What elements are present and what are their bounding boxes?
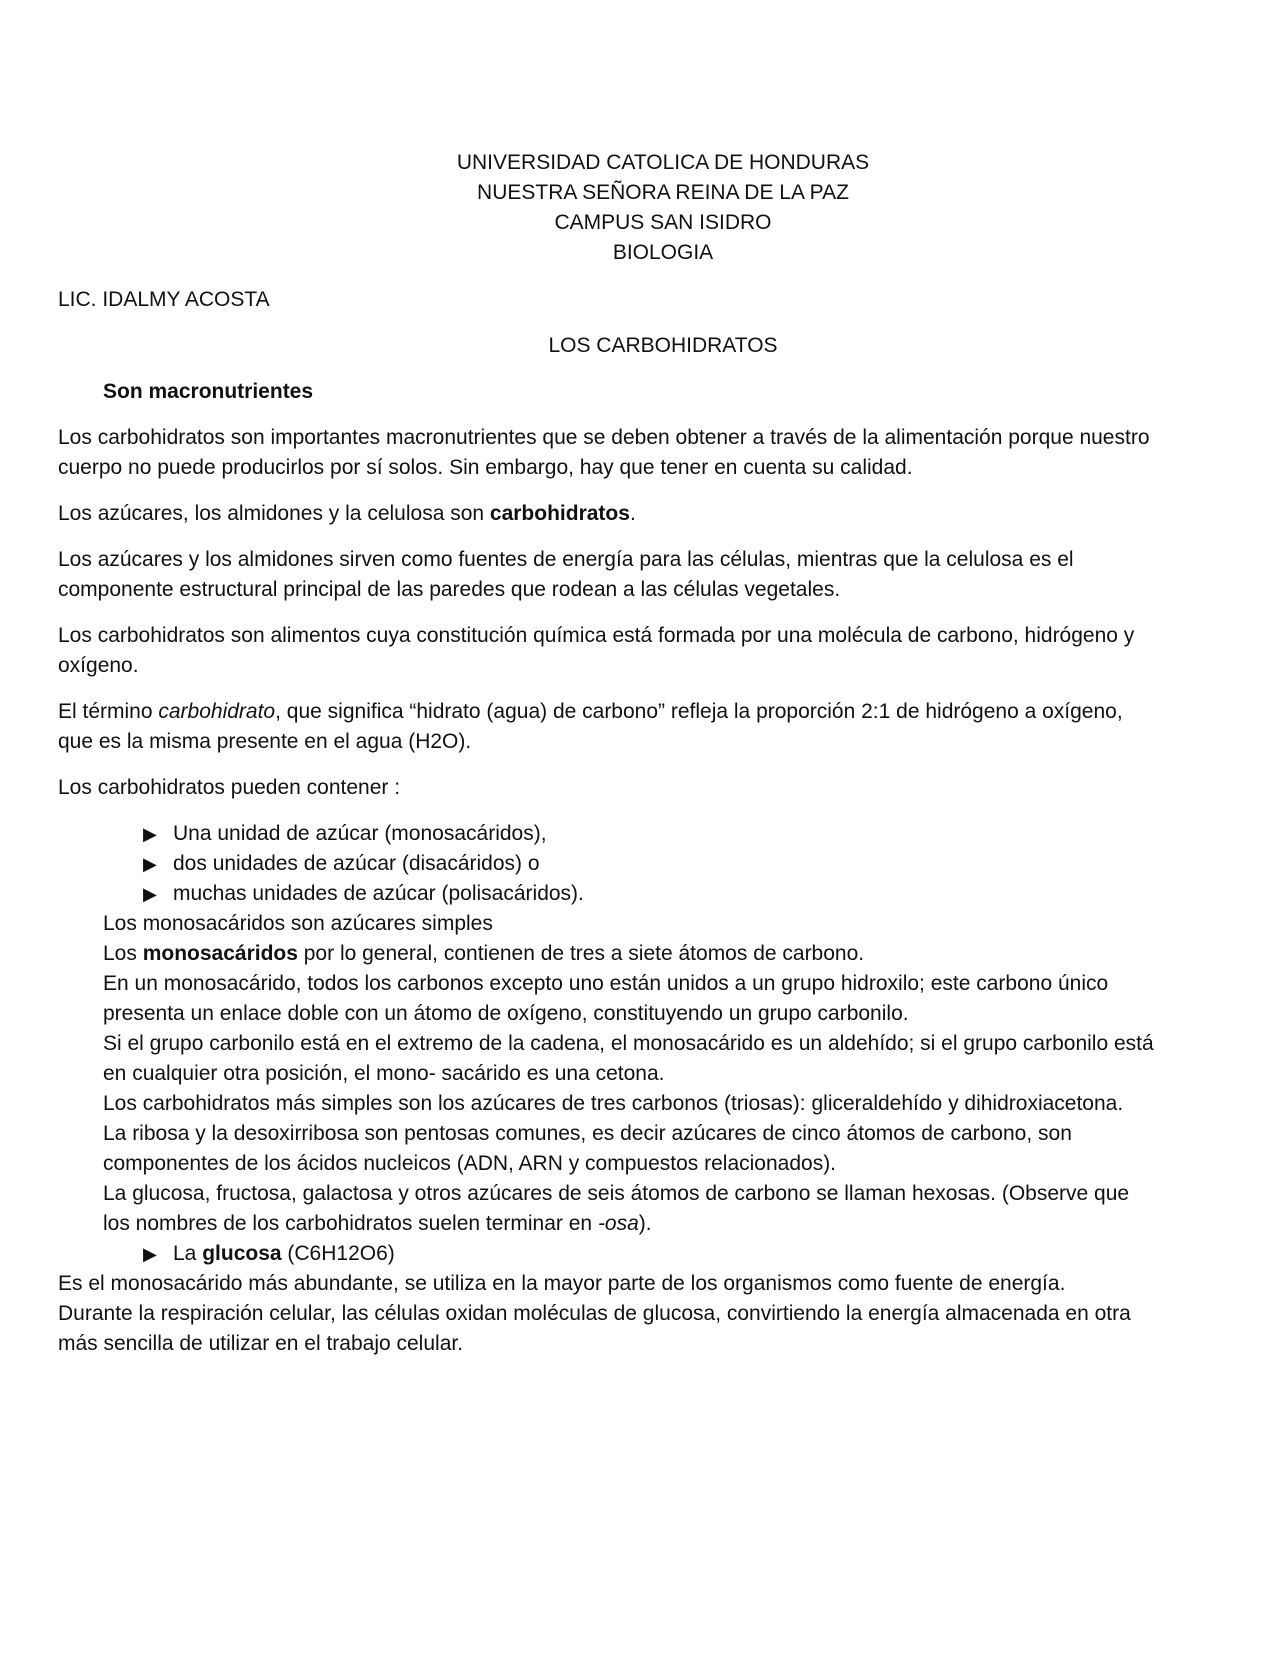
triangle-right-icon: ▶: [143, 884, 157, 904]
monosaccharide-section: [58, 909, 1158, 1239]
list-item: [143, 1239, 1158, 1269]
campus: CAMPUS SAN ISIDRO: [554, 211, 772, 234]
paragraph-4: Los carbohidratos son alimentos cuya constitución química está formada por una molécula de carbono, hidrógeno y oxígeno.: [58, 624, 1135, 677]
triangle-right-icon: ▶: [143, 1244, 157, 1264]
paragraph-6: Los carbohidratos pueden contener :: [58, 776, 401, 799]
final-line-1: Es el monosacárido más abundante, se utiliza en la mayor parte de los organismos como fuente de energía.: [58, 1272, 1066, 1295]
final-line-2: Durante la respiración celular, las células oxidan moléculas de glucosa, convirtiendo la energía almacenada en otra más sencilla de utilizar en el trabajo celular.: [58, 1302, 1131, 1355]
glucose-list: [58, 1239, 1158, 1269]
indented-line-2-end: por lo general, contienen de tres a siete átomos de carbono.: [297, 942, 865, 965]
university-name: UNIVERSIDAD CATOLICA DE HONDURAS: [456, 151, 870, 174]
paragraph-5-italic: carbohidrato: [158, 700, 276, 723]
triangle-right-icon: ▶: [143, 854, 157, 874]
indented-line-2-bold: monosacáridos: [142, 942, 298, 965]
indented-line-2-text: Los: [103, 942, 143, 965]
subject: BIOLOGIA: [612, 241, 714, 264]
indented-line-6: La ribosa y la desoxirribosa son pentosas comunes, es decir azúcares de cinco átomos de carbono, son componentes de los ácidos nucleicos (ADN, ARN y compuestos relacionados).: [103, 1122, 1072, 1175]
triangle-right-icon: ▶: [143, 824, 157, 844]
institution-header: [58, 148, 1158, 268]
indented-line-5: Los carbohidratos más simples son los azúcares de tres carbonos (triosas): gliceraldehído y dihidroxiacetona.: [103, 1092, 1124, 1115]
list-item-text: muchas unidades de azúcar (polisacáridos).: [173, 882, 584, 905]
list-item: [143, 849, 1158, 879]
list-item-text: Una unidad de azúcar (monosacáridos),: [173, 822, 547, 845]
indented-line-2: [103, 939, 1158, 969]
indented-line-4: Si el grupo carbonilo está en el extremo de la cadena, el monosacárido es un aldehído; si el grupo carbonilo está en cualquier otra posición, el mono- sacárido es una cetona.: [103, 1032, 1154, 1085]
document-body: [58, 148, 1158, 1359]
section-heading: Son macronutrientes: [103, 380, 314, 403]
indented-line-7: [103, 1179, 1158, 1239]
teacher-name: LIC. IDALMY ACOSTA: [58, 288, 270, 311]
glucose-bold: glucosa: [202, 1242, 282, 1265]
list-item: [143, 819, 1158, 849]
glucose-description: [58, 1269, 1158, 1359]
paragraph-2-end: .: [629, 502, 636, 525]
glucose-formula: (C6H12O6): [281, 1242, 395, 1265]
indented-line-3: En un monosacárido, todos los carbonos excepto uno están unidos a un grupo hidroxilo; este carbono único presenta un enlace doble con un átomo de oxígeno, constituyendo un grupo carbonilo.: [103, 972, 1109, 1025]
campus-name: NUESTRA SEÑORA REINA DE LA PAZ: [477, 181, 849, 204]
paragraph-3: Los azúcares y los almidones sirven como fuentes de energía para las células, mientras que la celulosa es el componente estructural principal de las paredes que rodean a las células vegetales.: [58, 548, 1074, 601]
glucose-text: La: [173, 1242, 203, 1265]
indented-line-7-italic: -osa: [597, 1212, 639, 1235]
page-title: LOS CARBOHIDRATOS: [548, 334, 778, 357]
list-item-text: dos unidades de azúcar (disacáridos) o: [173, 852, 540, 875]
list-item: [143, 879, 1158, 909]
indented-line-1: Los monosacáridos son azúcares simples: [103, 912, 493, 935]
indented-line-7-end: ).: [638, 1212, 652, 1235]
indented-line-7-text: La glucosa, fructosa, galactosa y otros azúcares de seis átomos de carbono se llaman hexosas. (Observe que los nombres de los carbohidratos suelen terminar en: [103, 1182, 1130, 1235]
paragraph-2-bold: carbohidratos: [489, 502, 630, 525]
paragraph-5-text: El término: [58, 700, 159, 723]
paragraph-1: Los carbohidratos son importantes macronutrientes que se deben obtener a través de la alimentación porque nuestro cuerpo no puede producirlos por sí solos. Sin embargo, hay que tener en cuenta su calidad.: [58, 426, 1150, 479]
paragraph-2-text: Los azúcares, los almidones y la celulosa son: [58, 502, 490, 525]
paragraph-5: [58, 697, 1158, 757]
carbohydrate-list: [58, 819, 1158, 909]
paragraph-5-end: , que significa “hidrato (agua) de carbono” refleja la proporción 2:1 de hidrógeno a oxígeno, que es la misma presente en el agua (H2O).: [58, 700, 1123, 753]
paragraph-2: [58, 499, 1158, 529]
